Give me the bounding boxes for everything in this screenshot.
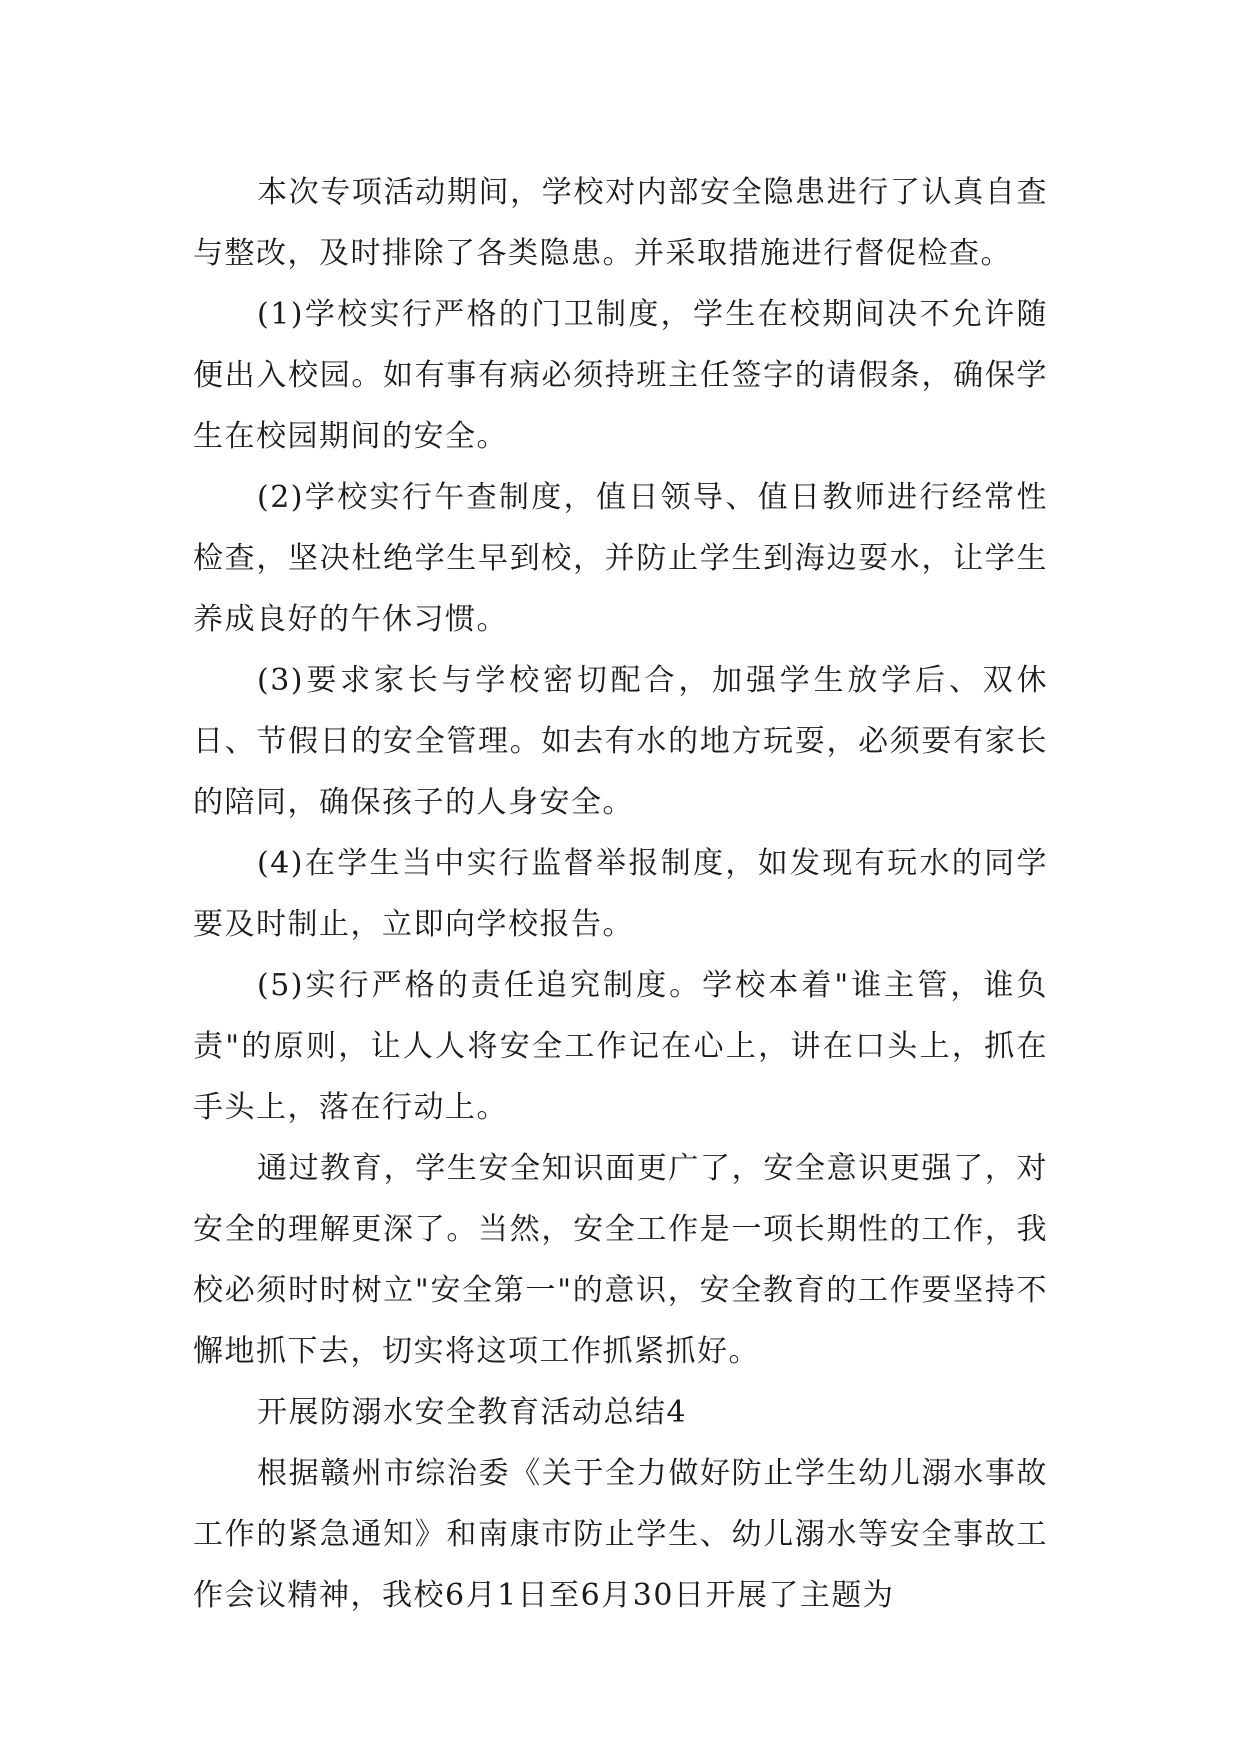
- paragraph-item-1-gatekeeping: (1)学校实行严格的门卫制度，学生在校期间决不允许随便出入校园。如有事有病必须持班主任签字的请假条，确保学生在校园期间的安全。: [193, 297, 1048, 454]
- paragraph-self-inspection: 本次专项活动期间，学校对内部安全隐患进行了认真自查与整改，及时排除了各类隐患。并采取措施进行督促检查。: [193, 175, 1048, 271]
- paragraph-conclusion: 通过教育，学生安全知识面更广了，安全意识更强了，对安全的理解更深了。当然，安全工作是一项长期性的工作，我校必须时时树立"安全第一"的意识，安全教育的工作要坚持不懈地抓下去，切实将这项工作抓紧抓好。: [193, 1151, 1048, 1369]
- paragraph-item-5-accountability: (5)实行严格的责任追究制度。学校本着"谁主管，谁负责"的原则，让人人将安全工作记在心上，讲在口头上，抓在手头上，落在行动上。: [193, 968, 1048, 1125]
- paragraph-item-2-noon-check: (2)学校实行午查制度，值日领导、值日教师进行经常性检查，坚决杜绝学生早到校，并防止学生到海边耍水，让学生养成良好的午休习惯。: [193, 480, 1048, 637]
- paragraph-item-3-parent-cooperation: (3)要求家长与学校密切配合，加强学生放学后、双休日、节假日的安全管理。如去有水的地方玩耍，必须要有家长的陪同，确保孩子的人身安全。: [193, 663, 1048, 820]
- document-body: [193, 162, 1048, 1626]
- paragraph-section-4-intro: 根据赣州市综治委《关于全力做好防止学生幼儿溺水事故工作的紧急通知》和南康市防止学生、幼儿溺水等安全事故工作会议精神，我校6月1日至6月30日开展了主题为: [193, 1456, 1048, 1613]
- section-heading: 开展防溺水安全教育活动总结4: [257, 1395, 688, 1430]
- paragraph-item-4-reporting: (4)在学生当中实行监督举报制度，如发现有玩水的同学要及时制止，立即向学校报告。: [193, 846, 1048, 942]
